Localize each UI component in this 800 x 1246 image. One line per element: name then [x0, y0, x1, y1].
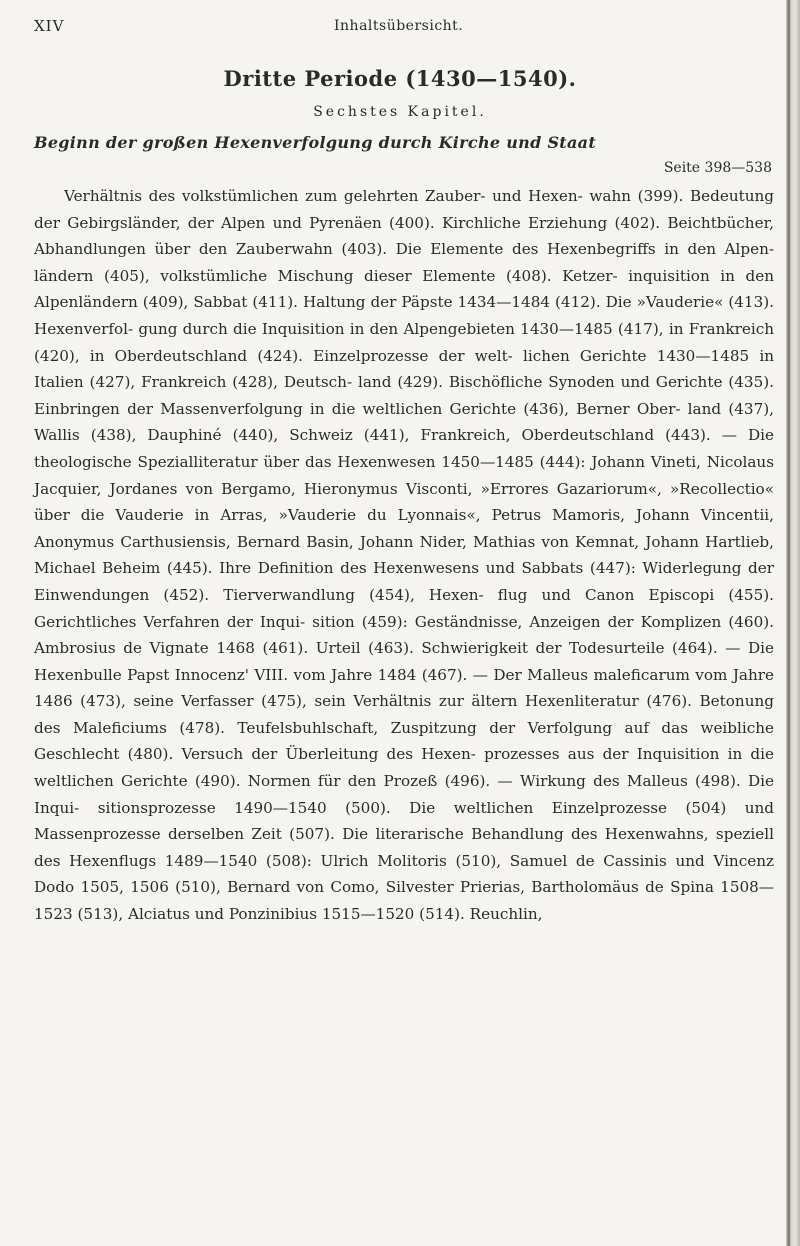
running-header	[34, 17, 774, 39]
running-title: Inhaltsübersicht.	[334, 18, 464, 34]
page-range: Seite 398—538	[663, 160, 772, 176]
chapter-label: Sechstes Kapitel.	[313, 104, 487, 120]
contents-text: Verhältnis des volkstümlichen zum gelehrten Zauber- und Hexen- wahn (399). Bedeutung der Gebirgsländer, der Alpen und Pyrenäen (400). Kirchliche Erziehung (402). Beichtbücher, Abhandlungen über den Zauberwahn (403). Die Elemente des Hexenbegriffs in den Alpen- ländern (405), volkstümliche Mischung dieser Elemente (408). Ketzer- inquisition in den Alpenländern (409), Sabbat (411). Haltung der Päpste 1434—1484 (412). Die »Vauderie« (413). Hexenverfol- gung durch die Inquisition in den Alpengebieten 1430—1485 (417), in Frankreich (420), in Oberdeutschland (424). Einzelprozesse der welt- lichen Gerichte 1430—1485 in Italien (427), Frankreich (428), Deutsch- land (429). Bischöfliche Synoden und Gerichte (435). Einbringen der Massenverfolgung in die weltlichen Gerichte (436), Berner Ober- land (437), Wallis (438), Dauphiné (440), Schweiz (441), Frankreich, Oberdeutschland (443). — Die theologische Spezialliteratur über das Hexenwesen 1450—1485 (444): Johann Vineti, Nicolaus Jacquier, Jordanes von Bergamo, Hieronymus Visconti, »Errores Gazariorum«, »Recollectio« über die Vauderie in Arras, »Vauderie du Lyonnais«, Petrus Mamoris, Johann Vincentii, Anonymus Carthusiensis, Bernard Basin, Johann Nider, Mathias von Kemnat, Johann Hartlieb, Michael Beheim (445). Ihre Definition des Hexenwesens und Sabbats (447): Widerlegung der Einwendungen (452). Tierverwandlung (454), Hexen- flug und Canon Episcopi (455). Gerichtliches Verfahren der Inqui- sition (459): Geständnisse, Anzeigen der Komplizen (460). Ambrosius de Vignate 1468 (461). Urteil (463). Schwierigkeit der Todesurteile (464). — Die Hexenbulle Papst Innocenz' VIII. vom Jahre 1484 (467). — Der Malleus maleficarum vom Jahre 1486 (473), seine Verfasser (475), sein Verhältnis zur ältern Hexenliteratur (476). Betonung des Maleficiums (478). Teufelsbuhlschaft, Zuspitzung der Verfolgung auf das weibliche Geschlecht (480). Versuch der Überleitung des Hexen- prozesses aus der Inquisition in die weltlichen Gerichte (490). Normen für den Prozeß (496). — Wirkung des Malleus (498). Die Inqui- sitionsprozesse 1490—1540 (500). Die weltlichen Einzelprozesse (504) und Massenprozesse derselben Zeit (507). Die literarische Behandlung des Hexenwahns, speziell des Hexenflugs 1489—1540 (508): Ulrich Molitoris (510), Samuel de Cassinis und Vincenz Dodo 1505, 1506 (510), Bernard von Como, Silvester Prierias, Bartholomäus de Spina 1508—1523 (513), Alciatus und Ponzinibius 1515—1520 (514). Reuchlin,	[34, 187, 774, 924]
book-spine-edge	[786, 0, 800, 1246]
period-title: Dritte Periode (1430—1540).	[223, 66, 577, 91]
contents-paragraph	[34, 183, 774, 928]
page-number: XIV	[34, 17, 65, 35]
section-title: Beginn der großen Hexenverfolgung durch Kirche und Staat	[34, 133, 597, 152]
